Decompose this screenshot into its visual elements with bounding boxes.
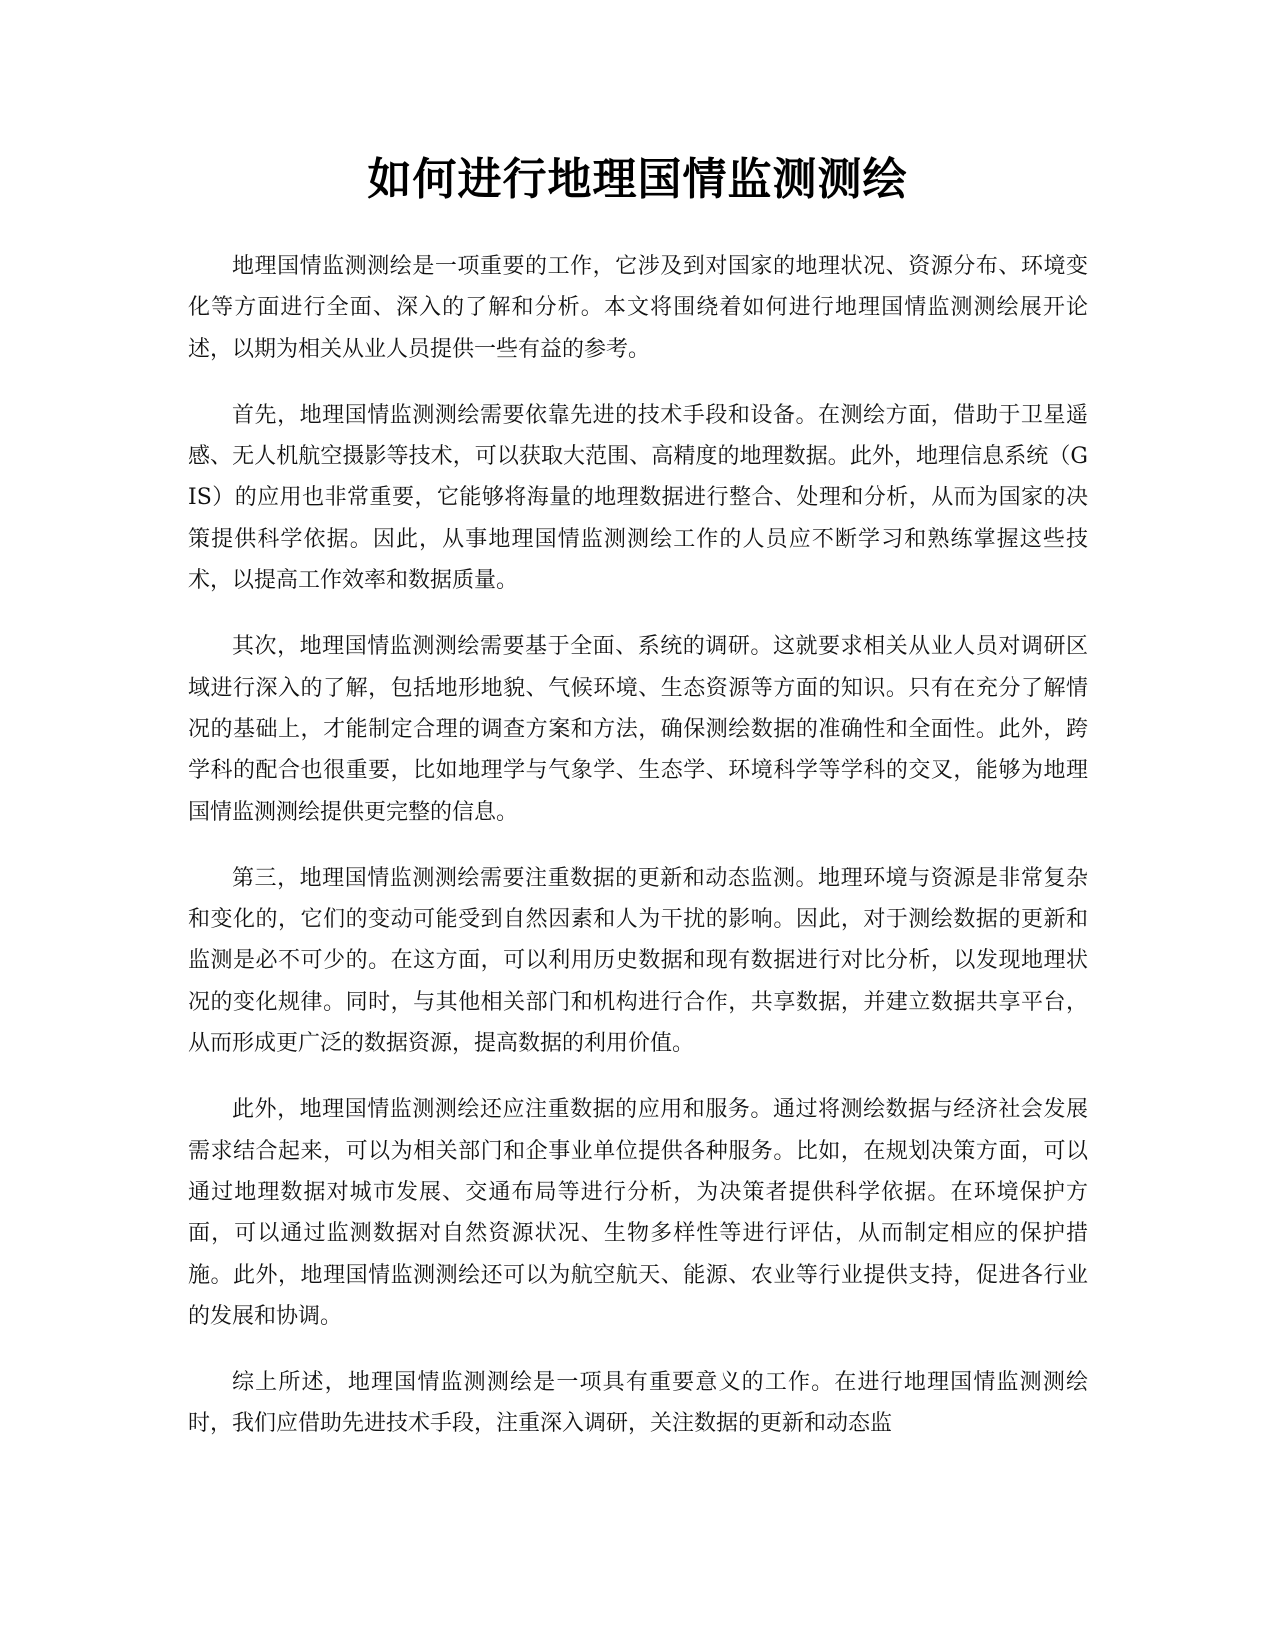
document-title: 如何进行地理国情监测测绘	[367, 154, 908, 205]
paragraph-technology: 首先，地理国情监测测绘需要依靠先进的技术手段和设备。在测绘方面，借助于卫星遥感、无人机航空摄影等技术，可以获取大范围、高精度的地理数据。此外，地理信息系统（GIS）的应用也非常重要，它能够将海量的地理数据进行整合、处理和分析，从而为国家的决策提供科学依据。因此，从事地理国情监测测绘工作的人员应不断学习和熟练掌握这些技术，以提高工作效率和数据质量。	[188, 402, 1088, 594]
paragraph-data-update: 第三，地理国情监测测绘需要注重数据的更新和动态监测。地理环境与资源是非常复杂和变化的，它们的变动可能受到自然因素和人为干扰的影响。因此，对于测绘数据的更新和监测是必不可少的。在这方面，可以利用历史数据和现有数据进行对比分析，以发现地理状况的变化规律。同时，与其他相关部门和机构进行合作，共享数据，并建立数据共享平台，从而形成更广泛的数据资源，提高数据的利用价值。	[188, 865, 1088, 1057]
document-body	[188, 246, 1088, 1470]
paragraph-conclusion: 综上所述，地理国情监测测绘是一项具有重要意义的工作。在进行地理国情监测测绘时，我们应借助先进技术手段，注重深入调研，关注数据的更新和动态监	[188, 1370, 1088, 1437]
paragraph-intro: 地理国情监测测绘是一项重要的工作，它涉及到对国家的地理状况、资源分布、环境变化等方面进行全面、深入的了解和分析。本文将围绕着如何进行地理国情监测测绘展开论述，以期为相关从业人员提供一些有益的参考。	[188, 254, 1088, 362]
paragraph-application: 此外，地理国情监测测绘还应注重数据的应用和服务。通过将测绘数据与经济社会发展需求结合起来，可以为相关部门和企事业单位提供各种服务。比如，在规划决策方面，可以通过地理数据对城市发展、交通布局等进行分析，为决策者提供科学依据。在环境保护方面，可以通过监测数据对自然资源状况、生物多样性等进行评估，从而制定相应的保护措施。此外，地理国情监测测绘还可以为航空航天、能源、农业等行业提供支持，促进各行业的发展和协调。	[188, 1097, 1088, 1329]
paragraph-research: 其次，地理国情监测测绘需要基于全面、系统的调研。这就要求相关从业人员对调研区域进行深入的了解，包括地形地貌、气候环境、生态资源等方面的知识。只有在充分了解情况的基础上，才能制定合理的调查方案和方法，确保测绘数据的准确性和全面性。此外，跨学科的配合也很重要，比如地理学与气象学、生态学、环境科学等学科的交叉，能够为地理国情监测测绘提供更完整的信息。	[188, 634, 1088, 825]
